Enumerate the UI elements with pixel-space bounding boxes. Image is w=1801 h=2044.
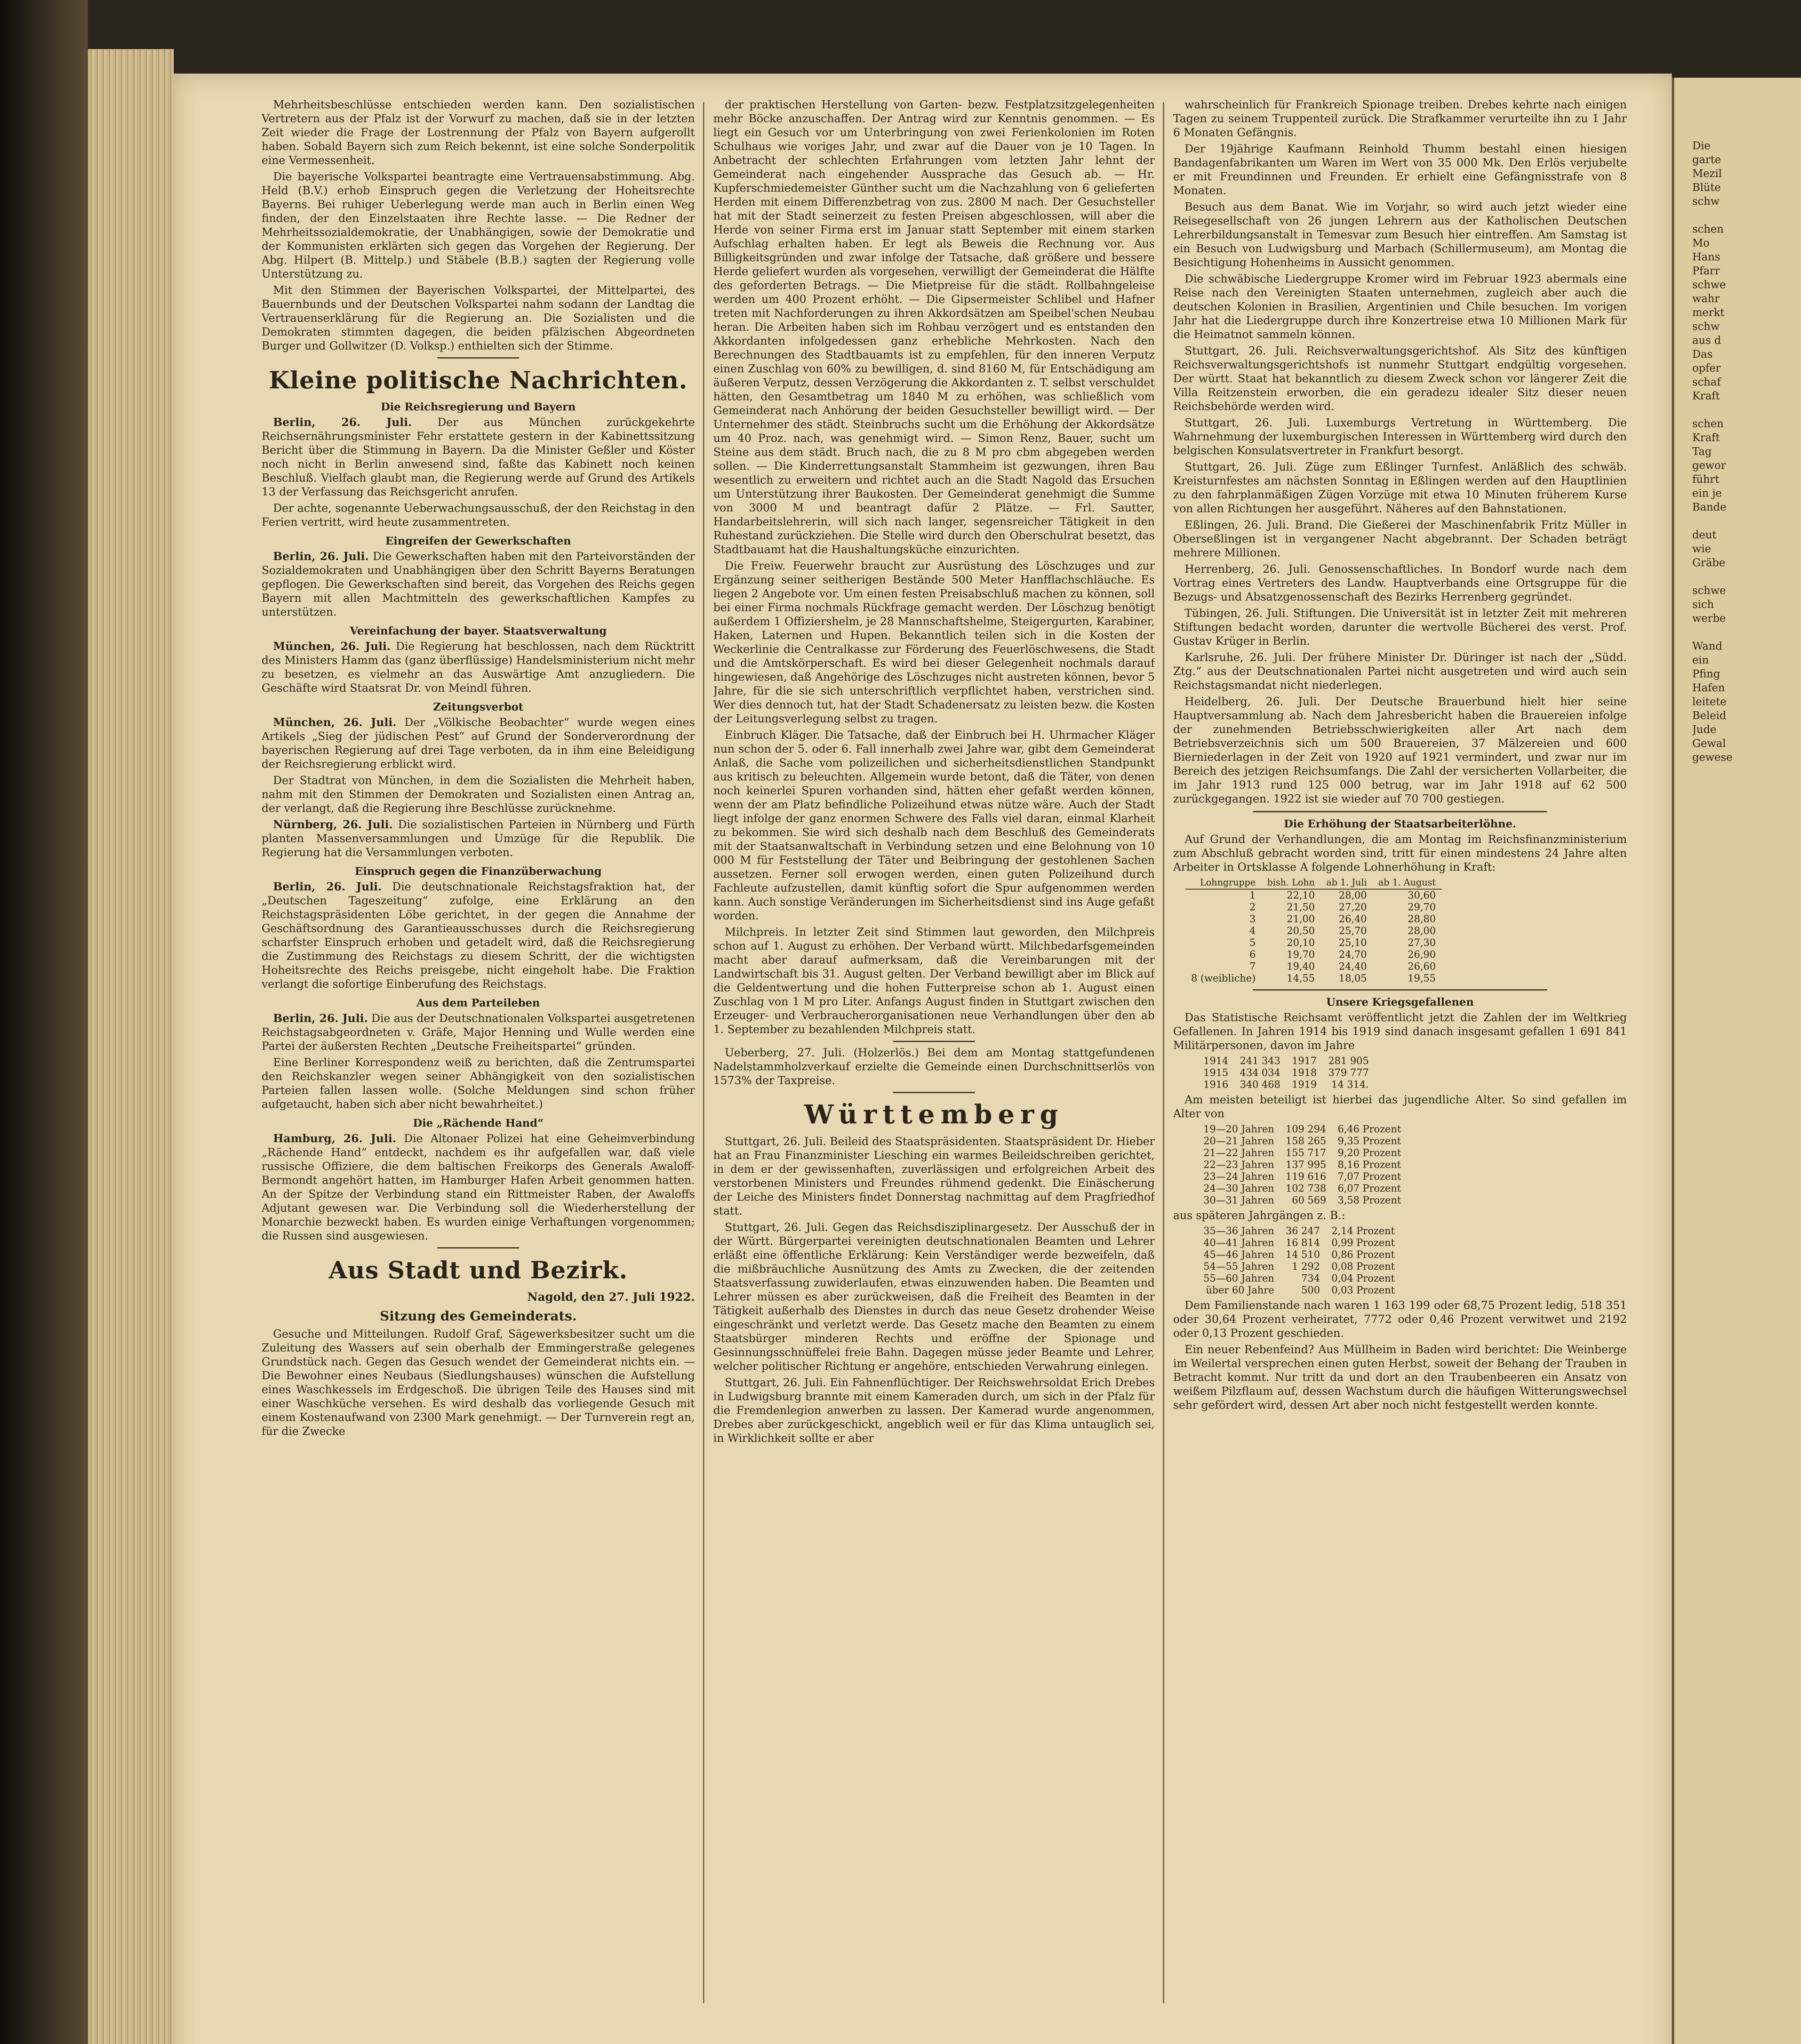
facing-page-line [1692,514,1799,528]
paragraph: Auf Grund der Verhandlungen, die am Montag im Reichsfinanzministerium zum Abschluß gebracht worden sind, tritt für einen mindestens 24 Jahre alten Arbeiter in Ortsklasse A folgende Lohnerhöhung in Kraft: [1173,833,1627,874]
table-row [1185,937,1442,949]
newspaper-page [174,74,1672,2044]
table-cell: 1914 [1203,1055,1229,1067]
table-header-cell: ab 1. Juli [1321,877,1373,889]
paragraph: Die bayerische Volkspartei beantragte eine Vertrauensabstimmung. Abg. Held (B.V.) erhob Einspruch gegen die Verletzung der Hoheitsrechte Bayerns. Bei ruhiger Ueberlegung werde man auch in Berlin einen Weg finden, der den Einzelstaaten ihre Rechte lasse. — Die Redner der Mehrheitssozialdemokratie, der Unabhängigen, sowie der Demokratie und der Kommunisten erklärten sich gegen das Vorgehen der Regierung. Der Abg. Hilpert (B. Mittelp.) und Stäbele (B.B.) sagten der Regierung volle Unterstützung zu. [262,170,695,280]
column-2 [713,98,1155,2011]
facing-page-line: schwe [1692,279,1726,291]
paragraph: Das Statistische Reichsamt veröffentlicht jetzt die Zahlen der im Weltkrieg Gefallenen. In Jahren 1914 bis 1919 sind danach insgesamt gefallen 1 691 841 Militärpersonen, davon im Jahre [1173,1011,1627,1052]
paragraph [262,1132,695,1243]
wage-table [1185,877,1442,984]
facing-page-line: Die [1692,140,1711,152]
facing-page-line: Mo [1692,237,1710,249]
table-row [1198,1055,1375,1067]
facing-page-line: werbe [1692,612,1726,625]
facing-page-line: ein [1692,654,1709,666]
table-row [1198,1067,1375,1079]
table-row [1198,1195,1407,1206]
paragraph: aus späteren Jahrgängen z. B.: [1173,1209,1345,1222]
dateline: Berlin, 26. Juli. [273,416,412,429]
separator [1253,989,1547,991]
facing-page-line: Wand [1692,640,1723,652]
table-row [1198,1123,1407,1135]
paragraph: Gesuche und Mitteilungen. Rudolf Graf, Sägewerksbesitzer sucht um die Zuleitung des Wassers auf sein oberhalb der Emmingerstraße gelegenes Grundstück nach. Gegen das Gesuch wendet der Gemeinderat nichts ein. — Die Bewohner eines Neubaus (Siedlungshauses) wünschen die Aufstellung eines Waschkessels im Erdgeschoß. Die übrigen Teile des Hauses sind mit einer Waschküche versehen. Es wird deshalb das vorliegende Gesuch mit einem Kostenaufwand von 2300 Mark genehmigt. — Der Turnverein regt an, für die Zwecke [262,1328,695,1438]
table-cell: 27,20 [1339,901,1367,913]
table-cell: 102 738 [1286,1183,1326,1194]
article-heading: Aus dem Parteileben [417,997,540,1009]
paragraph [262,416,695,499]
table-cell: 54—55 Jahren [1203,1261,1275,1272]
table-cell: 21—22 Jahren [1203,1147,1275,1159]
facing-page-line [1692,403,1799,417]
table-cell: 28,80 [1407,913,1436,925]
table-cell: 55—60 Jahren [1203,1273,1275,1284]
table-cell: 22,10 [1286,890,1315,901]
table-cell: 1916 [1203,1079,1229,1090]
table-header-cell: bish. Lohn [1261,877,1321,889]
paragraph-text: Die Altonaer Polizei hat eine Geheimverbindung „Rächende Hand“ entdeckt, nachdem es ihr aufgefallen war, daß viele russische Offiziere, die dem baltischen Freikorps des Generals Awaloff-Bermondt angehört hatten, im Hamburger Hafen Arbeit genommen hatten. An der Spitze der Verbindung stand ein Rittmeister Raben, der Awaloffs Adjutant gewesen war. Die Verbindung soll die Wiederherstellung der Monarchie bezweckt haben. Es wurden einige Verhaftungen vorgenommen; die Russen sind ausgewiesen. [262,1132,695,1242]
column-3 [1173,98,1627,2011]
page-edges [88,49,174,2044]
table-cell: 119 616 [1286,1171,1326,1182]
paragraph: Heidelberg, 26. Juli. Der Deutsche Brauerbund hielt hier seine Hauptversammlung ab. Nach dem Jahresbericht haben die Brauereien infolge der zunehmenden Betriebsschwierigkeiten aller Art nach dem Betriebsverzeichnis sich um 500 Brauereien, 37 Mälzereien und 600 Bierniederlagen in der Zeit von 1920 auf 1921 vermindert, und zwar nur im Bereich des jetzigen Reichsumfangs. Die Zahl der versicherten Vollarbeiter, die im Jahr 1913 rund 125 000 betrug, war im Jahr 1918 auf 62 500 zurückgegangen. 1922 ist sie wieder auf 70 700 gestiegen. [1173,695,1627,805]
table-row [1198,1273,1400,1284]
paragraph: Stuttgart, 26. Juli. Reichsverwaltungsgerichtshof. Als Sitz des künftigen Reichsverwaltungsgerichtshofs ist nunmehr Stuttgart endgültig vorgesehen. Der württ. Staat hat bekanntlich zu diesem Zweck schon vor längerer Zeit die Villa Reitzenstein erworben, die ein geradezu idealer Sitz dieser neuen Reichsbehörde werden wird. [1173,345,1627,413]
paragraph: wahrscheinlich für Frankreich Spionage treiben. Drebes kehrte nach einigen Tagen zu seinem Truppenteil zurück. Die Strafkammer verurteilte ihn zu 1 Jahr 6 Monaten Gefängnis. [1173,99,1627,139]
paragraph: Ein neuer Rebenfeind? Aus Müllheim in Baden wird berichtet: Die Weinberge im Weilertal versprechen einen guten Herbst, soweit der Behang der Trauben in Betracht kommt. Nur tritt da und dort an den Traubenbeeren ein Ansatz von weißem Pilzflaum auf, dessen Wachstum durch die häufigen Witterungswechsel sehr gefördert wird, dessen Art aber noch nicht festgestellt werden konnte. [1173,1343,1627,1412]
table-row [1185,913,1442,925]
table-row [1198,1261,1400,1273]
paragraph: Eine Berliner Korrespondenz weiß zu berichten, daß die Zentrumspartei den Reichskanzler wegen seiner Abhängigkeit von den sozialistischen Parteien fallen lassen wolle. (Solche Meldungen sind schon früher aufgetaucht, haben sich aber nicht bewahrheitet.) [262,1056,695,1111]
paragraph [262,640,695,695]
dateline: Nürnberg, 26. Juli. [273,818,393,831]
table-cell: 30—31 Jahren [1203,1195,1275,1206]
table-cell: 45—46 Jahren [1203,1249,1275,1260]
section-heading: Aus Stadt und Bezirk. [329,1256,628,1284]
section-heading: Kleine politische Nachrichten. [269,366,688,394]
table-row [1185,901,1442,913]
paragraph: Einbruch Kläger. Die Tatsache, daß der Einbruch bei H. Uhrmacher Kläger nun schon der 5. oder 6. Fall innerhalb zwei Jahre war, gibt dem Gemeinderat Anlaß, die Sache vom polizeilichen und sicherheitsdienstlichen Standpunkt aus kritisch zu beleuchten. Allgemein wurde betont, daß die Täter, von denen noch keinerlei Spuren vorhanden sind, hätten eher gefaßt werden können, wenn der am Platz befindliche Polizeihund etwas nütze wäre. Auch der Stadt liegt infolge der ganz enormen Schwere des Falls viel daran, einmal Klarheit zu bekommen. Sie wird sich deshalb nach dem Beschluß des Gemeinderats mit der Staatsanwaltschaft in Verbindung setzen und eine Belohnung von 10 000 M für Feststellung der Täter und Beibringung der gestohlenen Sachen aussetzen. Ferner soll erwogen werden, einen guten Polizeihund durch Fachleute aufzustellen, damit künftig sofort die Spur aufgenommen werden kann. Auch sonstige Veränderungen im Sicherheitsdienst sind ins Auge gefaßt worden. [713,729,1155,922]
article-heading: Die Erhöhung der Staatsarbeiterlöhne. [1284,818,1517,830]
place-date: Nagold, den 27. Juli 1922. [527,1290,695,1304]
section-heading: Württemberg [804,1099,1064,1130]
facing-page-text [1692,139,1799,764]
table-row [1198,1237,1400,1249]
dateline: München, 26. Juli. [273,716,396,729]
facing-page-line: schw [1692,320,1720,333]
table-cell: 434 034 [1240,1067,1281,1078]
paragraph: Dem Familienstande nach waren 1 163 199 oder 68,75 Prozent ledig, 518 351 oder 30,64 Prozent verheiratet, 7772 oder 0,46 Prozent verwitwet und 2192 oder 0,13 Prozent geschieden. [1173,1299,1627,1340]
table-row [1185,889,1442,901]
facing-page-line: opfer [1692,362,1721,374]
table-row [1198,1135,1407,1147]
facing-page-line: Hans [1692,251,1720,263]
article-heading: Einspruch gegen die Finanzüberwachung [355,865,602,878]
dateline: Berlin, 26. Juli. [273,550,369,563]
table-cell: 281 905 [1328,1055,1369,1067]
table-row [1185,961,1442,973]
table-cell: 25,10 [1339,937,1367,948]
facing-page-line: Das [1692,348,1713,361]
paragraph: Stuttgart, 26. Juli. Luxemburgs Vertretung in Württemberg. Die Wahrnehmung der luxemburgischen Interessen in Württemberg wird durch den belgischen Konsulatsvertreter in Frankfurt besorgt. [1173,417,1627,457]
table-cell: 1 [1249,890,1256,901]
table-cell: 1915 [1203,1067,1229,1078]
facing-page-line: gewese [1692,751,1733,764]
table-cell: 18,05 [1339,973,1367,984]
table-cell: 24,70 [1339,949,1367,960]
facing-page-line: schw [1692,195,1720,208]
facing-page-line: merkt [1692,307,1725,319]
dateline: München, 26. Juli. [273,640,391,653]
paragraph: Die schwäbische Liedergruppe Kromer wird im Februar 1923 abermals eine Reise nach den Vereinigten Staaten unternehmen, zugleich aber auch die deutschen Kolonien in Brasilien, Argentinien und Chile besuchen. Im vorigen Jahr hat die Liedergruppe durch ihre Konzertreise etwa 10 Millionen Mark für die Heimatnot sammeln können. [1173,273,1627,341]
facing-page-line: Mezil [1692,168,1722,180]
ages-table [1198,1123,1407,1206]
article-heading: Eingreifen der Gewerkschaften [385,535,571,547]
table-cell: 26,60 [1407,961,1436,972]
paragraph: Ueberberg, 27. Juli. (Holzerlös.) Bei dem am Montag stattgefundenen Nadelstammholzverkauf erzielte die Gemeinde einen Durchschnittserlös von 1573% der Taxpreise. [713,1047,1155,1087]
table-cell: 8 (weibliche) [1191,973,1256,984]
separator [437,357,519,359]
table-cell: 340 468 [1240,1079,1281,1090]
table-cell: 158 265 [1286,1135,1326,1147]
table-cell: 21,50 [1286,901,1315,913]
table-row [1198,1225,1400,1237]
paragraph [262,550,695,619]
facing-page-line: schwe [1692,585,1726,597]
facing-page-line [1692,570,1799,584]
table-cell: 29,70 [1407,901,1436,913]
table-cell: 6,07 Prozent [1337,1183,1401,1194]
table-cell: 8,16 Prozent [1337,1159,1401,1170]
table-cell: 0,08 Prozent [1331,1261,1395,1272]
facing-page-line: gewor [1692,459,1726,472]
table-cell: 500 [1301,1284,1320,1296]
article-heading: Die „Rächende Hand“ [413,1117,544,1130]
table-cell: 28,00 [1339,890,1367,901]
facing-page-line: Gewal [1692,737,1726,750]
paragraph-text: Die aus der Deutschnationalen Volkspartei ausgetretenen Reichstagsabgeordneten v. Gräfe, Major Henning und Wulle werden eine Partei der äußersten Rechten „Deutsche Freiheitspartei“ gründen. [262,1012,695,1053]
facing-page-line: schaf [1692,376,1721,388]
table-cell: 0,04 Prozent [1331,1273,1395,1284]
table-cell: 22—23 Jahren [1203,1159,1275,1170]
table-cell: 26,90 [1407,949,1436,960]
table-cell: 28,00 [1407,925,1436,937]
table-header-cell: Lohngruppe [1185,877,1261,889]
paragraph: Eßlingen, 26. Juli. Brand. Die Gießerei der Maschinenfabrik Fritz Müller in Oberseßlingen ist in vergangener Nacht abgebrannt. Der Schaden beträgt mehrere Millionen. [1173,519,1627,559]
table-cell: 40—41 Jahren [1203,1237,1275,1248]
facing-page-line: Pfarr [1692,265,1720,277]
paragraph: Der achte, sogenannte Ueberwachungsausschuß, der den Reichstag in den Ferien vertritt, wird heute zusammentreten. [262,502,695,529]
paragraph [262,880,695,991]
table-cell: 27,30 [1407,937,1436,948]
column-rule [1163,102,1164,2003]
facing-page-line: Hafen [1692,682,1725,694]
table-cell: 35—36 Jahren [1203,1225,1275,1237]
paragraph: Stuttgart, 26. Juli. Beileid des Staatspräsidenten. Staatspräsident Dr. Hieber hat an Frau Finanzminister Liesching ein warmes Beileidschreiben gerichtet, in dem er der gewissenhaften, zuverlässigen und erfolgreichen Arbeit des verstorbenen Ministers und Freundes rühmend gedenkt. Die Einäscherung der Leiche des Ministers findet Donnerstag nachmittag auf dem Pragfriedhof statt. [713,1135,1155,1217]
paragraph: Stuttgart, 26. Juli. Gegen das Reichsdisziplinargesetz. Der Ausschuß der in der Württ. Bürgerpartei vereinigten deutschnationalen Beamten und Lehrer erläßt eine öffentliche Erklärung: Kein Verständiger werde bezweifeln, daß die mißbräuchliche Ausnützung des Amts zu Zwecken, die der zeitenden Staatsverfassung zuwiderlaufen, etwas einzuwenden haben. Die Beamten und Lehrer müssen es aber zurückweisen, daß die Freiheit des Beamten in der Tätigkeit außerhalb des Dienstes in durch das neue Gesetz drohender Weise eingeschränkt und verletzt werde. Das Gesetz mache den Beamten zu einem Staatsbürger minderen Rechts und eröffne der Spionage und Gesinnungsschnüffelei freie Bahn. Dagegen müsse jeder Beamte und Lehrer, welcher politischer Richtung er angehöre, entschieden Verwahrung einlegen. [713,1221,1155,1373]
table-row [1185,925,1442,937]
paragraph [262,818,695,860]
table-cell: 3 [1249,913,1256,925]
table-cell: 6,46 Prozent [1337,1123,1401,1135]
table-cell: 14,55 [1286,973,1315,984]
article-heading: Unsere Kriegsgefallenen [1326,996,1474,1009]
facing-page-line: sich [1692,598,1714,611]
table-cell: 5 [1249,937,1256,948]
table-cell: 36 247 [1286,1225,1320,1237]
table-cell: über 60 Jahre [1205,1284,1275,1296]
facing-page-line: Tag [1692,446,1712,458]
facing-page-line [1692,208,1799,222]
book-binding [0,0,88,2044]
dateline: Hamburg, 26. Juli. [273,1132,396,1145]
paragraph-text: Der aus München zurückgekehrte Reichsernährungsminister Fehr erstattete gestern in der Kabinettssitzung Bericht über die Stimmung in Bayern. Da die Minister Geßler und Köster noch nicht in Berlin anwesend sind, faßte das Kabinett noch keinen Beschluß. Vielfach glaubt man, die Regierung werde auf Grund des Artikels 13 der Verfassung das Reichsgericht anrufen. [262,416,695,498]
table-cell: 241 343 [1240,1055,1281,1067]
table-row [1185,949,1442,961]
facing-page-line: Blüte [1692,182,1721,194]
table-cell: 20,50 [1286,925,1315,937]
table-header-cell: ab 1. August [1373,877,1442,889]
table-cell: 26,40 [1339,913,1367,925]
table-cell: 24—30 Jahren [1203,1183,1275,1194]
paragraph-text: Die Gewerkschaften haben mit den Parteivorständen der Sozialdemokraten und Unabhängigen über den Schritt Bayerns Beratungen gepflogen. Die Gewerkschaften sind bereit, das Vorgehen des Reichs gegen Bayern mit allen Machtmitteln des gewerkschaftlichen Kampfes zu unterstützen. [262,550,695,619]
facing-page-line: wahr [1692,293,1720,305]
separator [893,1041,975,1042]
facing-page-line: Kraft [1692,432,1720,444]
paragraph: Besuch aus dem Banat. Wie im Vorjahr, so wird auch jetzt wieder eine Reisegesellschaft von 26 jungen Lehrern aus der Katholischen Deutschen Lehrerbildungsanstalt in Temesvar zum Besuch hier eintreffen. Am Samstag ist ein Besuch von Ludwigsburg und Marbach (Schillermuseum), am Montag die Besichtigung Hohenheims in Aussicht genommen. [1173,201,1627,269]
paragraph-text: Der „Völkische Beobachter“ wurde wegen eines Artikels „Sieg der jüdischen Pest“ auf Grund der Sonderverordnung der bayerischen Regierung auf drei Tage verboten, da in ihm eine Beleidigung der Reichsregierung erblickt wird. [262,716,695,771]
table-cell: 2 [1249,901,1256,913]
table-cell: 20—21 Jahren [1203,1135,1275,1147]
facing-page-line: leitete [1692,696,1727,708]
table-cell: 19,70 [1286,949,1315,960]
paragraph [262,1012,695,1053]
paragraph-text: Die Regierung hat beschlossen, nach dem Rücktritt des Ministers Hamm das (ganz überflüssige) Handelsministerium nicht mehr zu besetzen, es vielmehr an das Auswärtige Amt anzugliedern. Die Geschäfte wird Staatsrat Dr. von Meindl führen. [262,640,695,695]
table-row [1198,1147,1407,1159]
facing-page-line [1692,625,1799,639]
table-cell: 7,07 Prozent [1337,1171,1401,1182]
paragraph: Karlsruhe, 26. Juli. Der frühere Minister Dr. Düringer ist nach der „Südd. Ztg.“ aus der Deutschnationalen Partei nicht ausgetreten und wird auch sein Reichstagsmandat nicht niederlegen. [1173,651,1627,692]
facing-page-line: wie [1692,543,1711,555]
table-row [1198,1159,1407,1171]
table-cell: 19,40 [1286,961,1315,972]
table-cell: 19,55 [1407,973,1436,984]
paragraph: Mehrheitsbeschlüsse entschieden werden kann. Den sozialistischen Vertretern aus der Pfalz ist der Vorwurf zu machen, daß sie in der letzten Zeit wieder die Frage der Lostrennung der Pfalz von Bayern aufgerollt haben. Sobald Bayern sich zum Reich bekennt, ist eine solche Sonderpolitik eine Vermessenheit. [262,99,695,167]
paragraph: der praktischen Herstellung von Garten- bezw. Festplatzsitzgelegenheiten mehr Böcke anzuschaffen. Der Antrag wird zur Kenntnis genommen. — Es liegt ein Gesuch vor um Unterbringung von zwei Ferienkolonien im Roten Schulhaus wie voriges Jahr, und zwar auf die Dauer von je 10 Tagen. In Anbetracht der schlechten Erfahrungen vom letzten Jahr lehnt der Gemeinderat nach eingehender Aussprache das Gesuch ab. — Hr. Kupferschmiedemeister Günther sucht um die Nachzahlung von 6 gelieferten Herden mit einem Differenzbetrag von zus. 2800 M nach. Der Gesuchsteller hat mit der Stadt seinerzeit zu festen Preisen abgeschlossen, will aber die Herde von seiner Firma erst im Januar statt September mit einem starken Aufschlag erhalten haben. Er legt als Beweis die Rechnung vor. Aus Billigkeitsgründen und zwar infolge der Tatsache, daß größere und bessere Herde geliefert wurden als vorgesehen, verwilligt der Gemeinderat die Hälfte des geforderten Betrags. — Die Mietpreise für die städt. Rollbahngeleise werden um 400 Prozent erhöht. — Die Gipsermeister Schlibel und Hafner treten mit Nachforderungen zu ihren Akkordsätzen am Speibel'schen Neubau heran. Die Arbeiten haben sich im Rohbau verzögert und es entstanden den Akkordanten infolgedessen ganz erhebliche Mehrkosten. Nach den Berechnungen des Stadtbauamts ist zu empfehlen, für den inneren Verputz einen Zuschlag von 60% zu bewilligen, d. sind 8160 M, für Entschädigung am äußeren Verputz, dessen Verzögerung die Akkordanten z. T. selbst verschuldet hätten, den Gesamtbetrag um 1840 M zu erhöhen, was schließlich vom Gemeinderat nach Anhörung der beiden Gesuchsteller bewilligt wird. — Der Unternehmer des städt. Steinbruchs sucht um die Erhöhung der Akkordsätze um 40 Proz. nach, was genehmigt wird. — Simon Renz, Bauer, sucht um Steine aus dem städt. Bruch nach, die zu 8 M pro cbm abgegeben werden sollen. — Die Kinderrettungsanstalt Stammheim ist gezwungen, ihren Bau wesentlich zu erweitern und richtet auch an die Stadt Nagold das Ersuchen um Unterstützung ihrer Baukosten. Der Gemeinderat genehmigt die Summe von 3000 M und beantragt dafür 2 Plätze. — Frl. Sautter, Handarbeitslehrerin, will sich nach langer, segensreicher Tätigkeit in den Ruhestand zurückziehen. Die Stelle wird durch den Oberschulrat besetzt, das Stadtbauamt hat die Haushaltungsküche einzurichten. [713,99,1155,556]
table-row [1198,1171,1407,1183]
table-cell: 155 717 [1286,1147,1326,1159]
facing-page-line: ein je [1692,487,1722,500]
table-cell: 19—20 Jahren [1203,1123,1275,1135]
article-heading: Vereinfachung der bayer. Staatsverwaltung [349,625,607,637]
dateline: Berlin, 26. Juli. [273,1012,368,1025]
paragraph-text: Die deutschnationale Reichstagsfraktion hat, der „Deutschen Tageszeitung“ zufolge, eine Erklärung an den Reichstagspräsidenten Löbe gerichtet, in der gegen die Annahme der Geschäftsordnung des Garantieausschusses durch die Reichsregierung scharfster Einspruch erhoben und getadelt wird, daß die Reichsregierung die Zustimmung des Reichstags zu diesem Schritt, der die wichtigsten Hoheitsrechte des Reichs preisgebe, nicht eingeholt habe. Die Fraktion verlangt die sofortige Einberufung des Reichstags. [262,881,695,991]
table-cell: 109 294 [1286,1123,1326,1135]
table-cell: 9,20 Prozent [1337,1147,1401,1159]
table-cell: 20,10 [1286,937,1315,948]
separator [1253,811,1547,812]
table-row [1198,1249,1400,1261]
table-cell: 23—24 Jahren [1203,1171,1275,1182]
table-cell: 1917 [1292,1055,1317,1067]
table-cell: 25,70 [1339,925,1367,937]
table-cell: 4 [1249,925,1256,937]
facing-page-line: Kraft [1692,390,1720,402]
separator [437,1247,519,1248]
facing-page-line: führt [1692,473,1719,486]
facing-page-line: Pfing [1692,668,1720,680]
table-cell: 1919 [1292,1079,1317,1090]
paragraph: Die Freiw. Feuerwehr braucht zur Ausrüstung des Löschzuges und zur Ergänzung seiner seitherigen Bestände 500 Meter Hanfflachschläuche. Es liegen 2 Angebote vor. Um einen festen Preisabschluß machen zu können, soll bei einer Firma nochmals Rückfrage gemacht werden. Der Löschzug benötigt außerdem 1 Offiziershelm, je 28 Mannschaftshelme, Steigergurten, Karabiner, Haken, Laternen und Hupen. Bekanntlich teilen sich in die Kosten der Weckerlinie die Centralkasse zur Förderung des Feuerlöschwesens, die Stadt und die Amtskörperschaft. Es wird bei dieser Gelegenheit nochmals darauf hingewiesen, daß Angehörige des Löschzuges nicht austreten können, bevor 5 Jahre, für die sie sich unterschriftlich verpflichtet haben, verstrichen sind. Wer dies dennoch tut, hat der Stadt Schadenersatz zu leisten bezw. die Kosten der Leitungsverlegung selbst zu tragen. [713,560,1155,725]
article-heading: Sitzung des Gemeinderats. [380,1308,577,1324]
facing-page-line: schen [1692,223,1724,235]
column-1 [262,98,695,2011]
table-row [1198,1183,1407,1195]
table-cell: 1 292 [1292,1261,1320,1272]
paragraph: Milchpreis. In letzter Zeit sind Stimmen laut geworden, den Milchpreis schon auf 1. August zu erhöhen. Der Verband württ. Milchbedarfsgemeinden macht aber darauf aufmerksam, daß die Vereinbarungen mit der Landwirtschaft bis 31. August gelten. Der Verband bewilligt aber im Blick auf die Geldentwertung und die hohen Futterpreise schon ab 1. August einen Zuschlag von 1 M pro Liter. Anfangs August finden in Stuttgart zwischen den Erzeuger- und Verbraucherorganisationen neue Verhandlungen über den ab 1. September zu bezahlenden Milchpreis statt. [713,926,1155,1036]
table-cell: 0,99 Prozent [1331,1237,1395,1248]
paragraph: Stuttgart, 26. Juli. Züge zum Eßlinger Turnfest. Anläßlich des schwäb. Kreisturnfestes am nächsten Sonntag in Eßlingen werden auf den Hauptlinien zu den fahrplanmäßigen Zügen Vorzüge mit etwa 10 Minuten früherem Kurse von allen Richtungen her ausgeführt. Näheres auf den Bahnstationen. [1173,461,1627,515]
table-cell: 24,40 [1339,961,1367,972]
separator [893,1092,975,1093]
table-cell: 16 814 [1286,1237,1320,1248]
years-table [1198,1055,1375,1091]
table-cell: 14 510 [1286,1249,1320,1260]
dateline: Berlin, 26. Juli. [273,881,382,893]
facing-page-line: deut [1692,529,1717,541]
table-cell: 1918 [1292,1067,1317,1078]
table-cell: 3,58 Prozent [1337,1195,1401,1206]
article-heading: Zeitungsverbot [433,701,524,713]
ages-later-table [1198,1225,1400,1296]
table-cell: 137 995 [1286,1159,1326,1170]
facing-page-line: Bande [1692,501,1727,513]
paragraph: Der 19jährige Kaufmann Reinhold Thumm bestahl einen hiesigen Bandagenfabrikanten um Waren im Wert von 35 000 Mk. Den Erlös verjubelte er mit Freundinnen und Freunden. Er erhielt eine Gefängnisstrafe von 8 Monaten. [1173,143,1627,197]
table-cell: 30,60 [1407,890,1436,901]
facing-page-line: schen [1692,418,1724,430]
table-row [1198,1284,1400,1296]
column-rule [703,102,704,2003]
table-cell: 14 314. [1331,1079,1369,1090]
table-cell: 734 [1301,1273,1320,1284]
table-cell: 60 569 [1292,1195,1326,1206]
table-cell: 2,14 Prozent [1331,1225,1395,1237]
table-cell: 0,86 Prozent [1331,1249,1395,1260]
facing-page-line: Beleid [1692,710,1727,722]
facing-page-line: Jude [1692,724,1717,736]
paragraph: Am meisten beteiligt ist hierbei das jugendliche Alter. So sind gefallen im Alter von [1173,1094,1627,1120]
table-cell: 6 [1249,949,1256,960]
article-heading: Die Reichsregierung und Bayern [381,401,576,413]
table-cell: 0,03 Prozent [1331,1284,1395,1296]
table-cell: 379 777 [1328,1067,1369,1078]
facing-page-line: Gräbe [1692,557,1725,569]
paragraph: Mit den Stimmen der Bayerischen Volkspartei, der Mittelpartei, des Bauernbunds und der Deutschen Volkspartei nahm sodann der Landtag die Vertrauenserklärung für die Regierung an. Die Sozialisten und die Demokraten stimmten dagegen, die beiden pfälzischen Abgeordneten Burger und Gollwitzer (D. Volksp.) enthielten sich der Stimme. [262,284,695,352]
paragraph-text: Die sozialistischen Parteien in Nürnberg und Fürth planten Massenversammlungen und Umzüge für die Republik. Die Regierung hat die Versammlungen verboten. [262,818,695,859]
paragraph: Der Stadtrat von München, in dem die Sozialisten die Mehrheit haben, nahm mit den Stimmen der Demokraten und Sozialisten einen Antrag an, der verlangt, daß die Regierung ihre Beschlüsse zurücknehme. [262,774,695,815]
facing-page-line: garte [1692,154,1721,166]
table-cell: 9,35 Prozent [1337,1135,1401,1147]
paragraph: Tübingen, 26. Juli. Stiftungen. Die Universität ist in letzter Zeit mit mehreren Stiftungen bedacht worden, darunter die wertvolle Bücherei des verst. Prof. Gustav Krüger in Berlin. [1173,607,1627,648]
table-row [1198,1079,1375,1091]
paragraph: Herrenberg, 26. Juli. Genossenschaftliches. In Bondorf wurde nach dem Vortrag eines Vertreters des Landw. Hauptverbands eine Ortsgruppe für die Bezugs- und Absatzgenossenschaft des Bezirks Herrenberg gegründet. [1173,563,1627,603]
paragraph: Stuttgart, 26. Juli. Ein Fahnenflüchtiger. Der Reichswehrsoldat Erich Drebes in Ludwigsburg brannte mit einem Kameraden durch, um sich in der Pfalz für die Fremdenlegion anwerben zu lassen. Der Kamerad wurde angenommen, Drebes aber zurückgeschickt, angeblich weil er für das Klima untauglich sei, in Wirklichkeit sollte er aber [713,1376,1155,1445]
table-cell: 7 [1249,961,1256,972]
table-row [1185,973,1442,984]
facing-page-line: aus d [1692,334,1721,347]
paragraph [262,716,695,771]
table-cell: 21,00 [1286,913,1315,925]
